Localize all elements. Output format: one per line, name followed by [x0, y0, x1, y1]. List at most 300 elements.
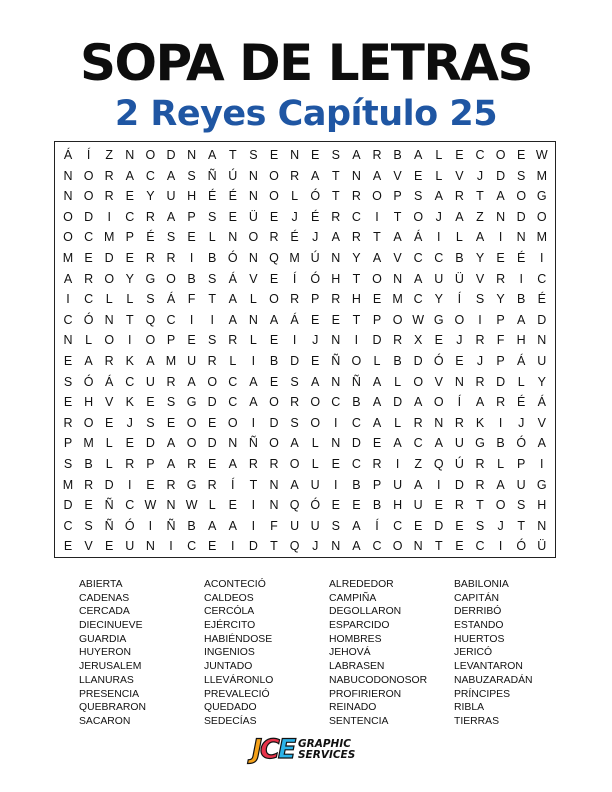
grid-letter: O: [63, 230, 73, 245]
grid-letter: D: [207, 395, 217, 410]
grid-letter: U: [310, 518, 320, 533]
grid-letter: Ñ: [207, 168, 217, 183]
grid-letter: N: [187, 148, 197, 162]
grid-letter: G: [433, 312, 444, 327]
grid-letter: N: [63, 189, 73, 204]
grid-letter: O: [310, 395, 321, 410]
grid-letter: L: [373, 354, 381, 368]
grid-letter: H: [187, 189, 197, 204]
grid-letter: C: [125, 498, 135, 513]
grid-row: [55, 535, 555, 558]
grid-letter: R: [290, 168, 300, 183]
grid-letter: S: [517, 168, 526, 183]
grid-letter: E: [352, 498, 361, 513]
grid-letter: O: [63, 209, 73, 224]
grid-letter: R: [475, 457, 485, 471]
grid-letter: N: [166, 498, 176, 513]
grid-letter: E: [125, 189, 134, 204]
word-list-item: RIBLA: [454, 702, 485, 714]
grid-letter: A: [311, 374, 320, 389]
grid-letter: T: [228, 148, 237, 162]
grid-letter: C: [393, 518, 403, 533]
grid-letter: U: [413, 498, 423, 513]
grid-letter: R: [475, 374, 485, 389]
grid-letter: O: [269, 168, 279, 183]
grid-letter: N: [228, 436, 238, 451]
grid-letter: J: [435, 209, 442, 224]
grid-letter: M: [83, 436, 94, 451]
grid-letter: I: [498, 539, 503, 554]
grid-letter: O: [145, 333, 156, 348]
grid-letter: W: [185, 498, 198, 513]
grid-row: [55, 453, 555, 476]
grid-letter: P: [517, 457, 526, 471]
grid-letter: H: [84, 395, 94, 410]
grid-letter: V: [105, 395, 114, 410]
grid-letter: L: [249, 292, 257, 307]
grid-letter: L: [105, 436, 113, 451]
grid-letter: M: [536, 168, 547, 183]
grid-letter: E: [269, 209, 279, 224]
grid-letter: R: [63, 415, 73, 430]
grid-letter: A: [455, 209, 464, 224]
word-list-item: JERUSALEM: [79, 661, 142, 673]
grid-letter: Ú: [228, 168, 238, 183]
grid-letter: Ñ: [104, 518, 114, 533]
grid-letter: U: [166, 189, 176, 204]
grid-letter: R: [187, 457, 197, 471]
grid-letter: Ü: [454, 271, 464, 286]
grid-letter: A: [166, 436, 176, 451]
grid-letter: D: [290, 354, 300, 368]
grid-letter: Á: [228, 271, 237, 286]
grid-letter: E: [187, 230, 196, 245]
grid-letter: A: [537, 436, 546, 451]
grid-letter: R: [290, 292, 300, 307]
grid-letter: C: [228, 395, 238, 410]
word-list-item: DERRIBÓ: [454, 606, 502, 618]
grid-letter: C: [537, 271, 547, 286]
grid-letter: N: [331, 374, 341, 389]
grid-letter: S: [517, 498, 526, 513]
word-list-column: [454, 578, 579, 729]
grid-letter: M: [62, 477, 74, 492]
grid-letter: I: [498, 230, 503, 245]
word-list-item: ALREDEDOR: [329, 579, 394, 590]
grid-letter: Ñ: [351, 374, 361, 389]
grid-letter: E: [208, 457, 217, 471]
grid-letter: R: [454, 498, 464, 513]
grid-letter: A: [63, 271, 73, 286]
grid-letter: R: [372, 457, 382, 471]
grid-letter: A: [311, 168, 320, 183]
grid-letter: J: [312, 230, 319, 245]
grid-letter: O: [269, 395, 279, 410]
grid-letter: Ó: [310, 498, 321, 513]
grid-letter: G: [186, 477, 197, 492]
grid-letter: Á: [537, 395, 546, 410]
grid-letter: C: [413, 436, 423, 451]
grid-letter: T: [476, 189, 484, 204]
grid-letter: G: [186, 395, 197, 410]
grid-letter: E: [269, 374, 279, 389]
grid-letter: Ó: [124, 518, 135, 533]
grid-letter: E: [455, 539, 464, 554]
grid-letter: R: [207, 354, 217, 368]
word-list-item: SACARON: [79, 715, 131, 727]
grid-letter: A: [228, 292, 237, 307]
grid-letter: N: [248, 312, 258, 327]
grid-letter: T: [331, 168, 340, 183]
grid-letter: L: [291, 189, 299, 204]
grid-letter: U: [145, 374, 155, 389]
grid-letter: A: [414, 148, 423, 162]
grid-letter: K: [125, 395, 134, 410]
grid-row: [55, 329, 555, 352]
word-list-item: REINADO: [329, 702, 377, 714]
grid-letter: J: [476, 168, 484, 183]
grid-letter: N: [331, 333, 341, 348]
grid-letter: B: [517, 292, 526, 307]
grid-letter: Á: [166, 292, 176, 307]
grid-letter: A: [372, 374, 382, 389]
grid-letter: S: [187, 168, 196, 183]
grid-letter: I: [231, 539, 235, 554]
grid-letter: Y: [475, 251, 485, 265]
grid-letter: T: [393, 209, 402, 224]
grid-letter: S: [166, 230, 176, 245]
grid-letter: O: [227, 415, 238, 430]
grid-letter: S: [475, 292, 485, 307]
grid-letter: R: [125, 457, 135, 471]
page-title: SOPA DE LETRAS: [79, 34, 533, 92]
grid-letter: I: [251, 518, 256, 533]
grid-letter: E: [496, 251, 505, 265]
word-list-item: PRESENCIA: [79, 688, 140, 700]
word-list-item: CAMPIÑA: [329, 592, 377, 604]
grid-letter: J: [497, 518, 504, 533]
grid-letter: C: [145, 168, 155, 183]
word-list-column: [79, 578, 204, 729]
grid-letter: R: [372, 148, 382, 162]
grid-row: [55, 268, 555, 291]
grid-letter: E: [311, 148, 320, 162]
grid-letter: E: [434, 333, 443, 348]
grid-letter: I: [251, 498, 256, 513]
grid-letter: Á: [517, 354, 526, 368]
grid-letter: F: [187, 292, 196, 307]
grid-letter: M: [165, 354, 177, 368]
grid-letter: A: [434, 436, 443, 451]
jce-graphic-services-logo: [252, 735, 364, 767]
grid-letter: X: [414, 333, 423, 348]
word-list-item: PROFIRIERON: [329, 688, 402, 700]
grid-letter: R: [269, 230, 279, 245]
word-list-column: [204, 578, 329, 729]
grid-letter: B: [352, 477, 361, 492]
grid-letter: A: [393, 230, 402, 245]
grid-letter: O: [186, 415, 197, 430]
grid-letter: R: [351, 189, 361, 204]
grid-letter: O: [433, 395, 444, 410]
grid-row: [55, 412, 555, 435]
grid-letter: E: [208, 539, 217, 554]
grid-letter: N: [248, 189, 258, 204]
grid-letter: N: [454, 374, 464, 389]
grid-letter: R: [475, 477, 485, 492]
grid-letter: R: [228, 333, 238, 348]
word-list-item: LEVANTARON: [454, 661, 523, 673]
grid-letter: N: [290, 148, 300, 162]
grid-letter: E: [84, 498, 93, 513]
grid-letter: O: [186, 436, 197, 451]
grid-letter: I: [498, 415, 503, 430]
grid-letter: R: [145, 251, 155, 265]
grid-letter: T: [352, 271, 361, 286]
grid-letter: C: [331, 395, 341, 410]
word-list-item: HABIÉNDOSE: [204, 633, 273, 645]
grid-letter: E: [331, 498, 340, 513]
grid-letter: Y: [537, 374, 546, 389]
grid-letter: É: [537, 292, 546, 307]
page-subtitle: 2 Reyes Capítulo 25: [114, 94, 498, 134]
grid-letter: Ü: [248, 209, 258, 224]
grid-letter: Ü: [537, 539, 547, 554]
grid-letter: T: [476, 498, 484, 513]
grid-letter: T: [517, 518, 525, 533]
grid-letter: Q: [269, 251, 279, 265]
grid-letter: L: [105, 292, 113, 307]
grid-row: [55, 226, 555, 249]
grid-letter: O: [536, 209, 547, 224]
grid-letter: C: [413, 292, 423, 307]
grid-letter: E: [146, 477, 155, 492]
grid-letter: Í: [457, 292, 462, 307]
grid-letter: N: [331, 539, 341, 554]
grid-letter: I: [66, 292, 70, 307]
grid-row: [55, 185, 555, 208]
grid-letter: H: [393, 498, 403, 513]
word-list-item: ESPARCIDO: [329, 620, 390, 632]
grid-letter: A: [187, 374, 196, 389]
grid-letter: P: [187, 209, 196, 224]
grid-letter: L: [497, 457, 505, 471]
grid-letter: C: [63, 312, 73, 327]
grid-letter: O: [289, 457, 300, 471]
grid-letter: I: [251, 354, 256, 368]
grid-letter: I: [519, 271, 523, 286]
grid-letter: E: [331, 457, 340, 471]
grid-letter: V: [393, 168, 402, 183]
grid-letter: N: [393, 271, 403, 286]
grid-letter: A: [208, 148, 217, 162]
grid-letter: L: [455, 230, 463, 245]
grid-letter: Ó: [83, 312, 94, 327]
grid-row: [55, 371, 555, 394]
grid-letter: R: [104, 354, 114, 368]
grid-letter: J: [476, 354, 484, 368]
grid-row: [55, 288, 555, 311]
grid-letter: Á: [290, 312, 299, 327]
grid-letter: Ú: [310, 251, 320, 265]
word-list-item: CALDEOS: [204, 592, 254, 604]
grid-letter: N: [496, 209, 506, 224]
word-list-item: NABUCODONOSOR: [329, 674, 428, 686]
grid-letter: R: [84, 271, 94, 286]
grid-letter: S: [208, 271, 217, 286]
grid-letter: E: [414, 518, 423, 533]
word-list-item: ABIERTA: [79, 579, 123, 590]
grid-letter: S: [63, 374, 73, 389]
word-list-item: CERCADA: [79, 606, 130, 618]
grid-letter: L: [229, 354, 237, 368]
grid-letter: U: [187, 354, 197, 368]
grid-letter: D: [537, 312, 547, 327]
grid-letter: I: [478, 312, 482, 327]
grid-letter: Í: [231, 477, 235, 492]
grid-letter: U: [393, 477, 403, 492]
grid-letter: A: [290, 436, 299, 451]
grid-letter: R: [104, 189, 114, 204]
grid-letter: D: [269, 415, 279, 430]
grid-letter: C: [125, 209, 135, 224]
grid-letter: C: [351, 457, 361, 471]
grid-letter: O: [269, 436, 279, 451]
grid-letter: É: [290, 230, 299, 245]
grid-letter: L: [435, 168, 443, 183]
word-list-item: PREVALECIÓ: [204, 688, 270, 700]
grid-letter: R: [269, 457, 279, 471]
grid-letter: D: [63, 498, 73, 513]
grid-letter: S: [475, 518, 485, 533]
grid-letter: V: [455, 168, 464, 183]
grid-letter: E: [372, 436, 382, 451]
grid-letter: A: [372, 395, 382, 410]
word-list-item: ESTANDO: [454, 620, 504, 632]
grid-letter: I: [128, 333, 132, 348]
grid-letter: T: [270, 539, 278, 554]
grid-letter: J: [312, 539, 319, 554]
grid-letter: Ú: [454, 457, 464, 471]
logo-text: GRAPHIC SERVICES: [298, 738, 356, 761]
grid-letter: O: [207, 374, 218, 389]
grid-letter: K: [125, 354, 134, 368]
grid-letter: A: [414, 271, 423, 286]
grid-letter: O: [516, 189, 527, 204]
grid-letter: H: [351, 292, 361, 307]
grid-letter: O: [372, 271, 382, 286]
grid-letter: I: [292, 333, 297, 348]
grid-letter: E: [517, 148, 526, 162]
grid-letter: S: [166, 395, 176, 410]
grid-letter: R: [290, 395, 300, 410]
grid-letter: S: [146, 292, 155, 307]
word-list-item: HUERTOS: [454, 633, 505, 645]
grid-letter: C: [475, 539, 485, 554]
grid-letter: O: [83, 168, 94, 183]
grid-letter: I: [210, 312, 214, 327]
grid-letter: Ó: [310, 271, 321, 286]
grid-letter: R: [393, 333, 403, 348]
word-list-item: EJÉRCITO: [204, 620, 256, 632]
grid-letter: L: [435, 148, 443, 162]
grid-letter: T: [352, 312, 361, 327]
grid-letter: I: [251, 415, 256, 430]
grid-letter: V: [393, 251, 402, 265]
grid-letter: E: [311, 312, 320, 327]
grid-letter: C: [63, 518, 73, 533]
grid-letter: Í: [86, 148, 91, 162]
grid-letter: E: [63, 395, 73, 410]
grid-letter: É: [228, 189, 237, 204]
grid-letter: G: [145, 271, 156, 286]
word-list-item: QUEBRARON: [79, 702, 146, 714]
grid-letter: T: [208, 292, 216, 307]
grid-letter: A: [125, 168, 134, 183]
grid-letter: R: [248, 457, 258, 471]
grid-letter: Q: [289, 539, 300, 554]
grid-letter: B: [455, 251, 464, 265]
word-list-item: JEHOVÁ: [329, 647, 371, 659]
grid-letter: L: [394, 374, 402, 389]
grid-letter: A: [249, 395, 258, 410]
grid-letter: I: [128, 477, 132, 492]
grid-letter: A: [475, 395, 485, 410]
grid-letter: O: [269, 189, 279, 204]
word-list-item: DEGOLLARON: [329, 606, 402, 618]
grid-letter: N: [434, 415, 444, 430]
grid-letter: Í: [375, 518, 379, 533]
grid-letter: O: [454, 312, 465, 327]
grid-letter: J: [126, 415, 133, 430]
grid-letter: T: [249, 477, 258, 492]
grid-letter: C: [125, 374, 135, 389]
grid-letter: Q: [433, 457, 444, 471]
grid-letter: A: [414, 477, 423, 492]
grid-letter: S: [63, 457, 73, 471]
grid-letter: D: [393, 395, 403, 410]
grid-letter: D: [413, 354, 423, 368]
grid-letter: I: [189, 312, 194, 327]
grid-letter: É: [146, 230, 155, 245]
grid-letter: A: [352, 539, 361, 554]
word-list-item: CADENAS: [79, 592, 130, 604]
grid-letter: L: [126, 292, 134, 307]
grid-letter: R: [331, 292, 341, 307]
grid-letter: E: [269, 271, 279, 286]
word-list-item: DIECINUEVE: [79, 620, 143, 632]
word-list-item: HOMBRES: [329, 633, 382, 645]
grid-letter: R: [496, 271, 506, 286]
grid-letter: E: [63, 354, 73, 368]
grid-letter: Q: [289, 498, 300, 513]
grid-letter: A: [290, 477, 299, 492]
grid-letter: R: [351, 230, 361, 245]
grid-letter: D: [351, 436, 361, 451]
grid-letter: A: [146, 354, 155, 368]
grid-letter: R: [454, 189, 464, 204]
grid-letter: G: [475, 436, 485, 451]
grid-letter: D: [496, 168, 506, 183]
grid-letter: Ñ: [248, 436, 258, 451]
grid-letter: G: [536, 189, 547, 204]
grid-letter: O: [145, 148, 156, 162]
grid-letter: E: [228, 498, 237, 513]
grid-letter: E: [105, 539, 114, 554]
grid-letter: P: [372, 477, 382, 492]
grid-letter: S: [249, 148, 258, 162]
grid-letter: J: [312, 333, 319, 348]
